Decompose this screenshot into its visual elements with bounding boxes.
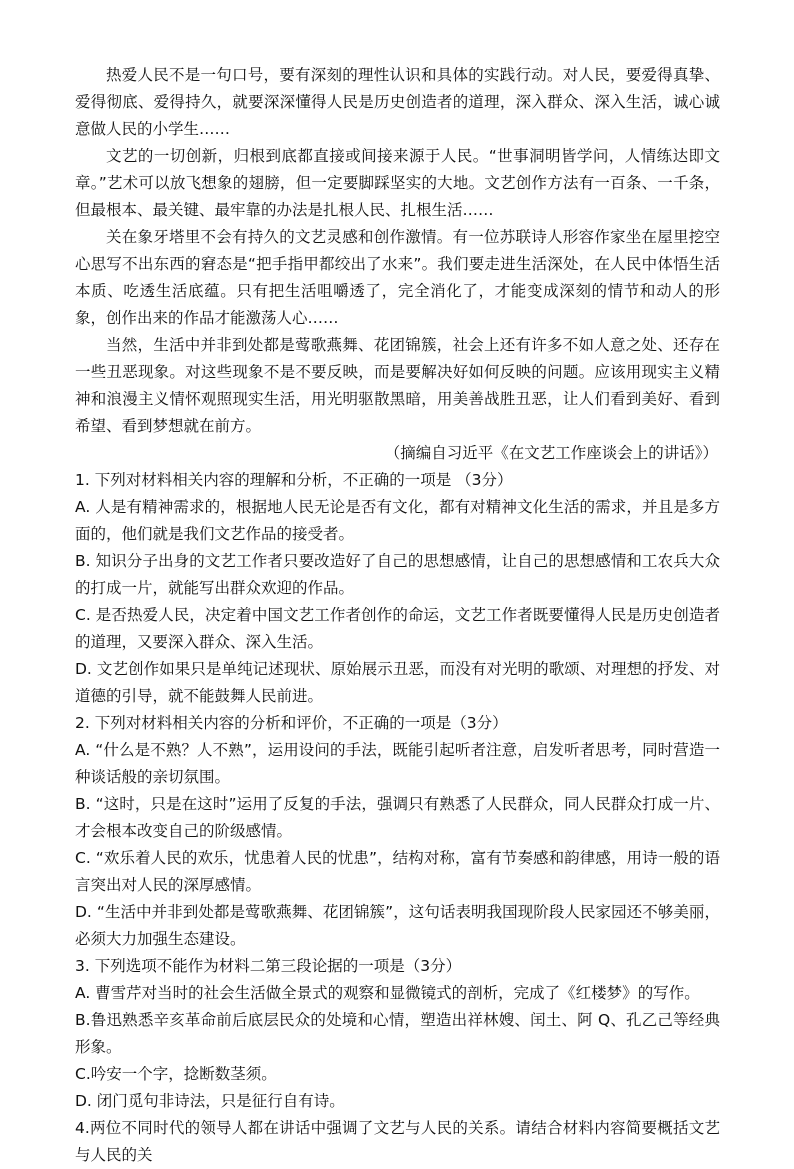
question-2 (75, 710, 720, 953)
question-stem: 4.两位不同时代的领导人都在讲话中强调了文艺与人民的关系。请结合材料内容简要概括文艺与人民的关 (75, 1119, 720, 1164)
option-b: B. 知识分子出身的文艺工作者只要改造好了自己的思想感情，让自己的思想感情和工农兵大众的打成一片，就能写出群众欢迎的作品。 (75, 552, 720, 597)
passage (75, 62, 720, 467)
passage-source: （摘编自习近平《在文艺工作座谈会上的讲话》） (384, 444, 718, 462)
option-b: B.鲁迅熟悉辛亥革命前后底层民众的处境和心情，塑造出祥林嫂、闰土、阿 Q、孔乙己等经典形象。 (75, 1011, 720, 1056)
option-a: A. 人是有精神需求的，根据地人民无论是否有文化，都有对精神文化生活的需求，并且是多方面的，他们就是我们文艺作品的接受者。 (75, 498, 720, 543)
option-b: B. “这时，只是在这时”运用了反复的手法，强调只有熟悉了人民群众，同人民群众打成一片、才会根本改变自己的阶级感情。 (75, 795, 720, 840)
option-d: D. 闭门觅句非诗法，只是征行自有诗。 (75, 1092, 345, 1110)
document-page (75, 62, 720, 1169)
option-a: A. “什么是不熟？人不熟”，运用设问的手法，既能引起听者注意，启发听者思考，同时营造一种谈话般的亲切氛围。 (75, 741, 720, 786)
question-1 (75, 467, 720, 710)
question-3 (75, 953, 720, 1115)
option-a: A. 曹雪芹对当时的社会生活做全景式的观察和显微镜式的剖析，完成了《红楼梦》的写作。 (75, 984, 700, 1002)
option-d: D. 文艺创作如果只是单纯记述现状、原始展示丑恶，而没有对光明的歌颂、对理想的抒发、对道德的引导，就不能鼓舞人民前进。 (75, 660, 720, 705)
passage-paragraph-3: 关在象牙塔里不会有持久的文艺灵感和创作激情。有一位苏联诗人形容作家坐在屋里挖空心思写不出东西的窘态是“把手指甲都绞出了水来”。我们要走进生活深处，在人民中体悟生活本质、吃透生活底蕴。只有把生活咀嚼透了，完全消化了，才能变成深刻的情节和动人的形象，创作出来的作品才能激荡人心…… (75, 228, 720, 327)
question-4 (75, 1115, 720, 1169)
passage-paragraph-4: 当然，生活中并非到处都是莺歌燕舞、花团锦簇，社会上还有许多不如人意之处、还存在一些丑恶现象。对这些现象不是不要反映，而是要解决好如何反映的问题。应该用现实主义精神和浪漫主义情怀观照现实生活，用光明驱散黑暗，用美善战胜丑恶，让人们看到美好、看到希望、看到梦想就在前方。 (75, 336, 720, 435)
passage-paragraph-1: 热爱人民不是一句口号，要有深刻的理性认识和具体的实践行动。对人民，要爱得真挚、爱得彻底、爱得持久，就要深深懂得人民是历史创造者的道理，深入群众、深入生活，诚心诚意做人民的小学生…… (75, 66, 720, 138)
question-stem: 2. 下列对材料相关内容的分析和评价，不正确的一项是（3分） (75, 714, 508, 732)
option-c: C. “欢乐着人民的欢乐，忧患着人民的忧患”，结构对称，富有节奏感和韵律感，用诗一般的语言突出对人民的深厚感情。 (75, 849, 720, 894)
question-stem: 1. 下列对材料相关内容的理解和分析，不正确的一项是 （3分） (75, 471, 513, 489)
passage-paragraph-2: 文艺的一切创新，归根到底都直接或间接来源于人民。“世事洞明皆学问，人情练达即文章。”艺术可以放飞想象的翅膀，但一定要脚踩坚实的大地。文艺创作方法有一百条、一千条，但最根本、最关键、最牢靠的办法是扎根人民、扎根生活…… (75, 147, 720, 219)
option-c: C. 是否热爱人民，决定着中国文艺工作者创作的命运，文艺工作者既要懂得人民是历史创造者的道理，又要深入群众、深入生活。 (75, 606, 720, 651)
option-c: C.吟安一个字，捻断数茎须。 (75, 1065, 277, 1083)
option-d: D. “生活中并非到处都是莺歌燕舞、花团锦簇”，这句话表明我国现阶段人民家园还不够美丽，必须大力加强生态建设。 (75, 903, 720, 948)
question-stem: 3. 下列选项不能作为材料二第三段论据的一项是（3分） (75, 957, 462, 975)
